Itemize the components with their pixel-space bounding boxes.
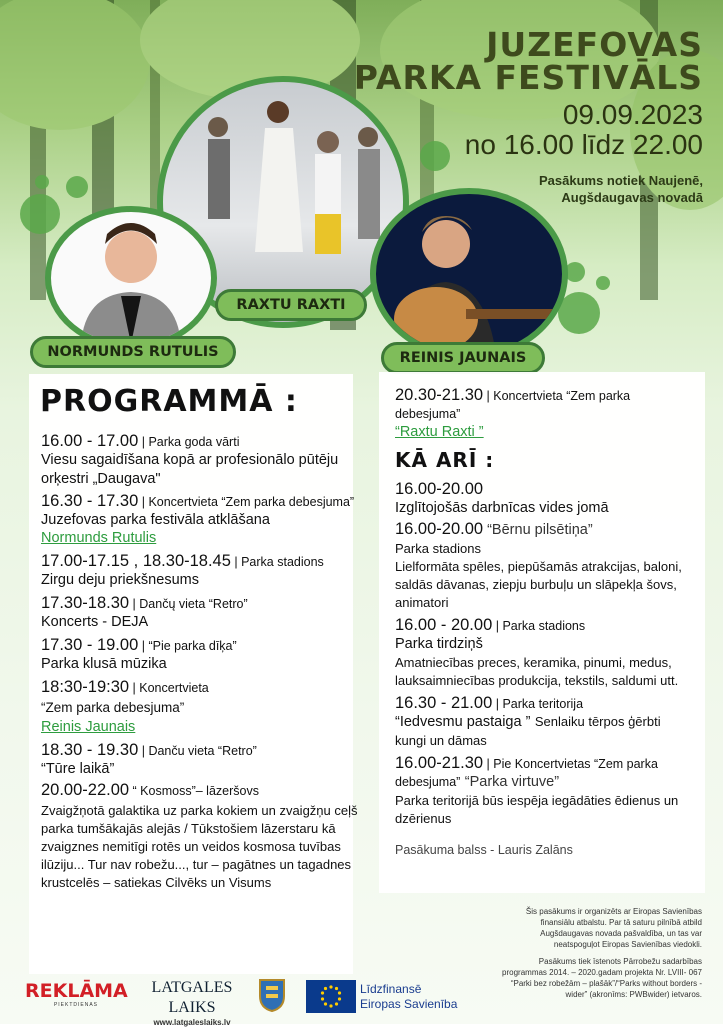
item-desc-detail: Amatniecības preces, keramika, pinumi, medus, lauksaimniecības produkcija, tekstils, saldumi utt. (395, 655, 679, 688)
item-desc: “Iedvesmu pastaiga ” (395, 714, 531, 730)
item-desc: Juzefovas parka festivāla atklāšana (41, 512, 270, 528)
program-item (41, 594, 361, 632)
item-venue: | Parka teritorija (492, 697, 584, 711)
reklama-logo (25, 980, 127, 1012)
item-time: 17.00-17.15 , 18.30-18.45 (41, 552, 231, 570)
place-line1: Pasākums notiek Naujenē, (538, 173, 703, 188)
performer-link[interactable]: “Raxtu Raxti ” (395, 424, 484, 440)
item-desc: Zvaigžņotā galaktika uz parka kokiem un zvaigžņu ceļš parka tumšākajās alejās / Tūkstošiem lāzerstaru kā zvaigznes nemitīgi rotēs un veidos kosmosa tuvības ilūziju... Tur nav robežu..., tur – pagātnes un tagadnes krustcelēs – satiekas Cilvēks un Visums (41, 803, 358, 890)
festival-place (539, 172, 703, 206)
item-time: 16.00-20.00 (395, 480, 484, 498)
decor-bubble (66, 176, 88, 198)
item-desc-detail: Senlaiku tērpos ģērbti kungi un dāmas (395, 714, 661, 748)
extra-item (395, 754, 695, 828)
item-desc: Viesu sagaidīšana kopā ar profesionālo pūtēju orķestri „Daugava" (41, 452, 339, 487)
item-venue: | Parka stadions (230, 555, 324, 569)
sponsor-logos (0, 978, 723, 1027)
item-venue: “Bērnu pilsētiņa” (483, 522, 593, 538)
program-item (41, 492, 361, 546)
date-day: 09.09.2023 (562, 99, 703, 130)
program-heading: PROGRAMMĀ : (40, 384, 298, 419)
item-time: 16.00 - 17.00 (41, 432, 139, 450)
program-item (41, 636, 361, 674)
latgales-logo-text: LATGALES LAIKS (151, 979, 233, 1016)
item-time: 16.30 - 21.00 (395, 694, 493, 712)
performer-link[interactable]: Normunds Rutulis (41, 530, 157, 546)
item-time: 16.30 - 17.30 (41, 492, 139, 510)
item-desc: Lielformāta spēles, piepūšamās atrakcijas, baloni, saldās dāvanas, ziepju burbuļu un slāpekļa šovs, animatori (395, 559, 682, 610)
item-desc: Parka klusā mūzika (41, 656, 167, 672)
item-venue: | Parka goda vārti (138, 435, 240, 449)
item-time: 16.00-20.00 (395, 520, 484, 538)
performer-link[interactable]: Reinis Jaunais (41, 719, 136, 735)
project-text: Pasākums tiek īstenots Pārrobežu sadarbības programmas 2014. – 2020.gadam projekta Nr. LVIII- 067 “Parki bez robežām – plašāk”/“Parks without borders -wider” (akronīms: PWBwider) ietvaros. (502, 957, 702, 999)
decor-bubble (35, 175, 49, 189)
item-desc: “Zem parka debesjuma” (41, 700, 185, 715)
reinis-jaunais-photo (370, 188, 568, 360)
event-voice: Pasākuma balss - Lauris Zalāns (395, 843, 573, 857)
program-item (41, 552, 361, 590)
item-venue-name: “Parka virtuve” (464, 774, 560, 790)
program-item (41, 781, 361, 892)
performer-name-reinis: REINIS JAUNAIS (381, 342, 545, 374)
item-venue: | Koncertvieta “Zem parka debesjuma” (395, 389, 631, 421)
item-time: 17.30-18.30 (41, 594, 130, 612)
title-line2: PARKA FESTIVĀLS (353, 58, 703, 97)
extra-item (395, 520, 695, 612)
item-venue: | Pie Koncertvietas “Zem parka debesjuma” (395, 757, 658, 789)
coat-of-arms-icon (258, 978, 286, 1012)
performer-name-raxtu: RAXTU RAXTI (215, 289, 367, 321)
item-desc: Zirgu deju priekšnesums (41, 572, 199, 588)
program-item (41, 432, 361, 489)
extra-item (395, 480, 695, 518)
item-desc: Parka teritorijā būs iespēja iegādāties ēdienus un dzērienus (395, 793, 679, 826)
eu-line1: Līdzfinansē (360, 982, 422, 996)
title-line1: JUZEFOVAS (486, 25, 703, 64)
item-time: 18:30-19:30 (41, 678, 130, 696)
festival-title (353, 25, 703, 97)
item-sub: Parka stadions (395, 541, 481, 556)
extra-item (395, 694, 695, 750)
disclaimer-text: Šis pasākums ir organizēts ar Eiropas Savienības finansiālu atbalstu. Par tā saturu pilnībā atbild Augšdaugavas novada pašvaldība, un tas var neatspoguļot Eiropas Savienības viedokli. (525, 907, 702, 949)
extra-heading: KĀ ARĪ : (395, 448, 495, 472)
performer-name-normunds: NORMUNDS RUTULIS (30, 336, 236, 368)
item-desc: “Tūre laikā” (41, 761, 115, 777)
eu-line2: Eiropas Savienība (360, 997, 458, 1011)
item-time: 17.30 - 19.00 (41, 636, 139, 654)
decor-bubble (596, 276, 610, 290)
festival-date (465, 100, 703, 160)
program-item (41, 741, 361, 779)
item-desc: Parka tirdziņš (395, 636, 483, 652)
item-venue: | Parka stadions (492, 619, 586, 633)
decor-bubble (20, 194, 60, 234)
item-venue: | Danču vieta “Retro” (138, 744, 257, 758)
item-venue: | “Pie parka dīķa” (138, 639, 237, 653)
extra-item (395, 616, 695, 690)
eu-cofinance-text (360, 982, 457, 1012)
item-venue: | Koncertvieta (129, 681, 209, 695)
normunds-rutulis-photo (45, 206, 217, 350)
eu-flag-icon (306, 980, 356, 1013)
latgales-laiks-logo (140, 978, 244, 1027)
item-desc: Koncerts - DEJA (41, 614, 149, 630)
item-time: 20.30-21.30 (395, 386, 484, 404)
reklama-logo-text: REKLĀMA (25, 980, 128, 1002)
program-item (41, 678, 361, 735)
reklama-logo-sub: PIEKTDIENAS (53, 1002, 99, 1008)
decor-bubble (420, 141, 450, 171)
decor-bubble (558, 292, 600, 334)
extra-list (395, 386, 695, 858)
portrait-icon (51, 212, 211, 344)
item-time: 20.00-22.00 (41, 781, 130, 799)
item-venue: “ Kosmoss”– lāzeršovs (129, 784, 259, 798)
decor-bubble (565, 262, 585, 282)
item-venue: | Dančų vieta “Retro” (129, 597, 248, 611)
date-time: no 16.00 līdz 22.00 (464, 129, 703, 160)
place-line2: Augšdaugavas novadā (561, 190, 703, 205)
item-time: 16.00 - 20.00 (395, 616, 493, 634)
item-time: 18.30 - 19.30 (41, 741, 139, 759)
latgales-logo-sub: www.latgaleslaiks.lv (153, 1018, 231, 1027)
guitarist-icon (376, 194, 562, 354)
item-time: 16.00-21.30 (395, 754, 484, 772)
item-desc: Izglītojošās darbnīcas vides jomā (395, 500, 609, 516)
program-list (41, 432, 361, 892)
item-venue: | Koncertvieta “Zem parka debesjuma” (138, 495, 355, 509)
